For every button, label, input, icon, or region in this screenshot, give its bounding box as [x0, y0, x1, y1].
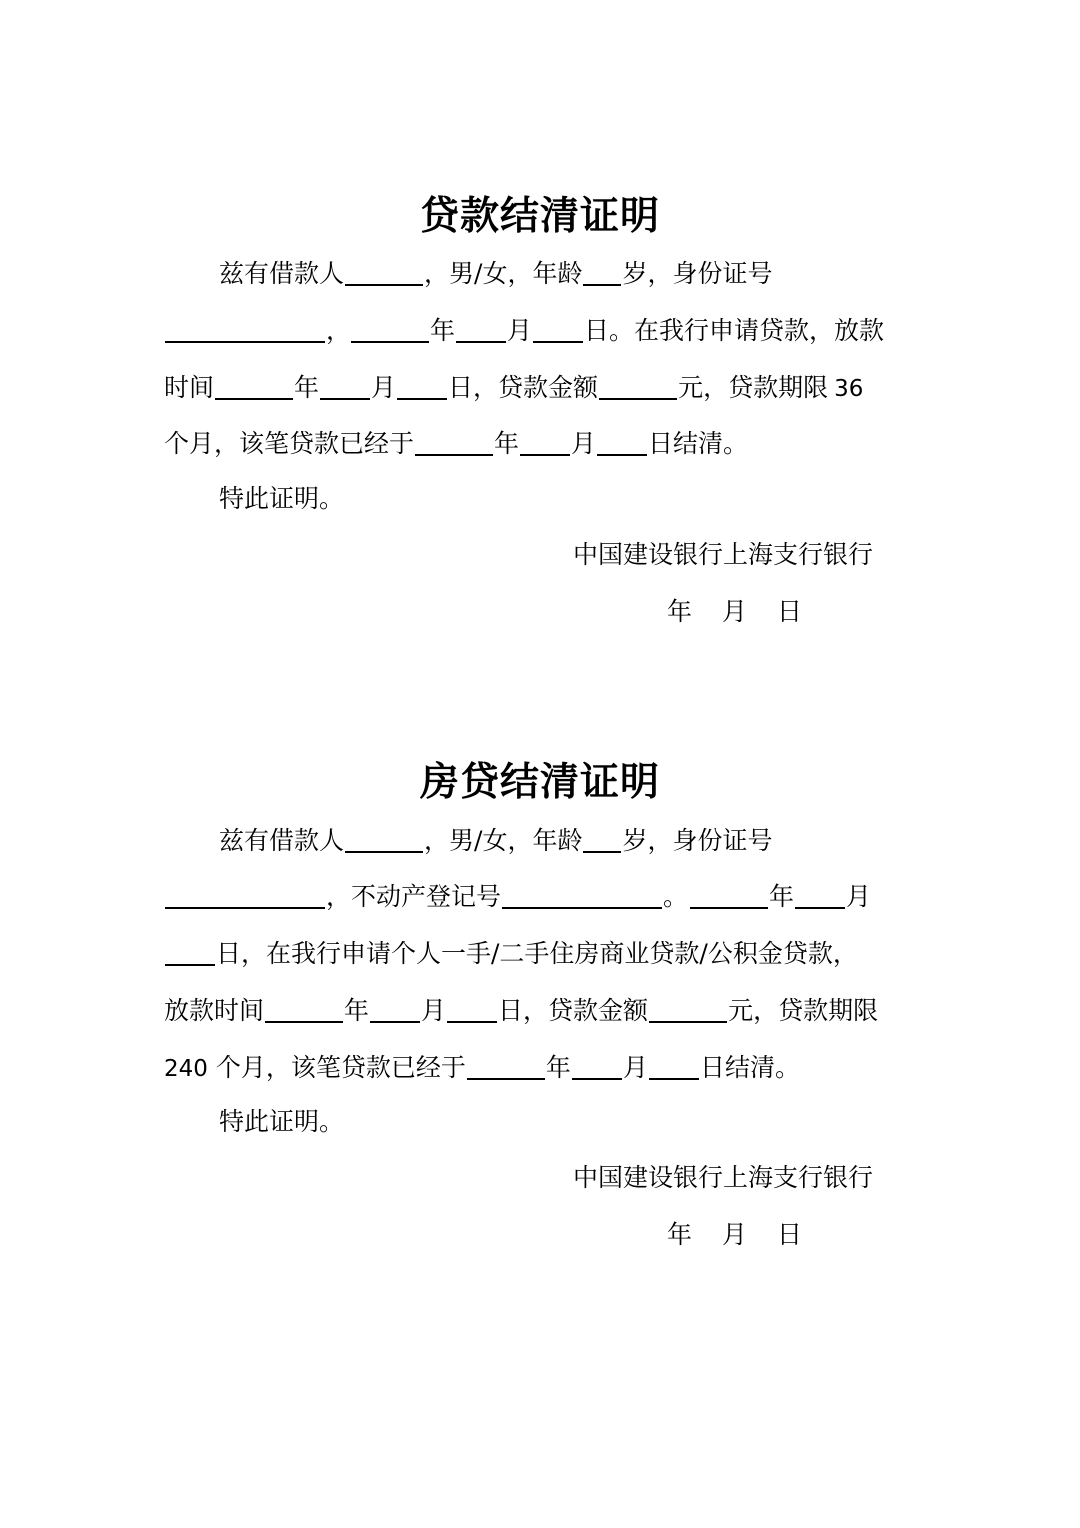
mortgage-cert-line-4 [164, 989, 878, 1029]
loan-text: 日结清。 [648, 429, 749, 458]
loan-cert-line-3 [164, 366, 863, 406]
mortgage-text: 放款时间 [164, 996, 265, 1025]
mortgage-cert-sign-date [667, 1215, 802, 1255]
settle-day-blank [597, 426, 647, 456]
borrower-name-blank [345, 256, 423, 286]
age-blank [583, 256, 621, 286]
release-day-blank [397, 370, 447, 400]
mortgage-text: 日，贷款金额 [498, 996, 649, 1025]
loan-text: 月 [507, 316, 533, 345]
mortgage-text: 年 [545, 1053, 571, 1082]
sign-year: 年 [667, 597, 693, 626]
loan-text: 日，贷款金额 [448, 373, 599, 402]
mortgage-cert-bank-signature: 中国建设银行上海支行银行 [573, 1163, 874, 1192]
mortgage-cert-title: 房贷结清证明 [419, 759, 660, 805]
mortgage-text: 月 [421, 996, 447, 1025]
release-day-blank [447, 993, 497, 1023]
settle-year-blank [415, 426, 493, 456]
mortgage-text: ，不动产登记号 [326, 882, 502, 911]
loan-text: 月 [571, 429, 597, 458]
sign-day: 日 [777, 597, 803, 626]
mortgage-cert-line-3 [164, 932, 858, 972]
loan-cert-line-2 [164, 309, 884, 349]
mortgage-term-value: 240 [164, 1056, 208, 1082]
age-blank [583, 823, 621, 853]
loan-cert-title: 贷款结清证明 [419, 193, 660, 239]
loan-text: 日。在我行申请贷款，放款 [584, 316, 885, 345]
mortgage-text: 个月，该笔贷款已经于 [215, 1053, 466, 1082]
day-blank [533, 313, 583, 343]
loan-cert-line-1 [219, 252, 772, 292]
loan-text: ， [326, 316, 352, 345]
borrower-name-blank [345, 823, 423, 853]
month-blank [456, 313, 506, 343]
mortgage-text: 月 [622, 1053, 648, 1082]
sign-month: 月 [722, 1220, 748, 1249]
release-month-blank [320, 370, 370, 400]
mortgage-text: 月 [846, 882, 872, 911]
loan-text: 时间 [164, 373, 215, 402]
settle-year-blank [467, 1050, 545, 1080]
sign-month: 月 [722, 597, 748, 626]
mortgage-text: 兹有借款人 [219, 826, 345, 855]
loan-text: 岁，身份证号 [622, 259, 773, 288]
mortgage-text: ，男/女，年龄 [424, 826, 583, 855]
loan-cert-bank-signature: 中国建设银行上海支行银行 [573, 540, 874, 569]
settle-month-blank [572, 1050, 622, 1080]
property-registration-blank [502, 879, 662, 909]
loan-text: 兹有借款人 [219, 259, 345, 288]
mortgage-cert-line-2 [164, 875, 871, 915]
loan-text: 年 [430, 316, 456, 345]
loan-amount-blank [649, 993, 727, 1023]
loan-cert-line-4 [164, 422, 748, 462]
loan-amount-blank [599, 370, 677, 400]
mortgage-text: 。 [663, 882, 689, 911]
mortgage-cert-line-5 [164, 1046, 800, 1086]
mortgage-text: 日结清。 [699, 1053, 800, 1082]
release-year-blank [215, 370, 293, 400]
release-month-blank [370, 993, 420, 1023]
loan-text: ，男/女，年龄 [424, 259, 583, 288]
loan-text: 个月，该笔贷款已经于 [164, 429, 415, 458]
loan-term-value: 36 [834, 376, 864, 402]
mortgage-text: 岁，身份证号 [622, 826, 773, 855]
loan-text: 年 [494, 429, 520, 458]
mortgage-cert-line-1 [219, 819, 772, 859]
settle-month-blank [520, 426, 570, 456]
release-year-blank [265, 993, 343, 1023]
mortgage-text: 元，贷款期限 [728, 996, 879, 1025]
mortgage-text: 年 [769, 882, 795, 911]
sign-year: 年 [667, 1220, 693, 1249]
loan-cert-closing: 特此证明。 [219, 484, 345, 513]
year-blank [351, 313, 429, 343]
mortgage-text: 日，在我行申请个人一手/二手住房商业贷款/公积金贷款， [216, 939, 858, 968]
month-blank [795, 879, 845, 909]
id-number-blank [165, 879, 325, 909]
loan-text: 元，贷款期限 [678, 373, 829, 402]
loan-text: 月 [371, 373, 397, 402]
id-number-blank [165, 313, 325, 343]
mortgage-cert-closing: 特此证明。 [219, 1107, 345, 1136]
loan-text: 年 [294, 373, 320, 402]
day-blank [165, 936, 215, 966]
loan-cert-sign-date [667, 592, 802, 632]
year-blank [690, 879, 768, 909]
settle-day-blank [649, 1050, 699, 1080]
mortgage-text: 年 [344, 996, 370, 1025]
sign-day: 日 [777, 1220, 803, 1249]
